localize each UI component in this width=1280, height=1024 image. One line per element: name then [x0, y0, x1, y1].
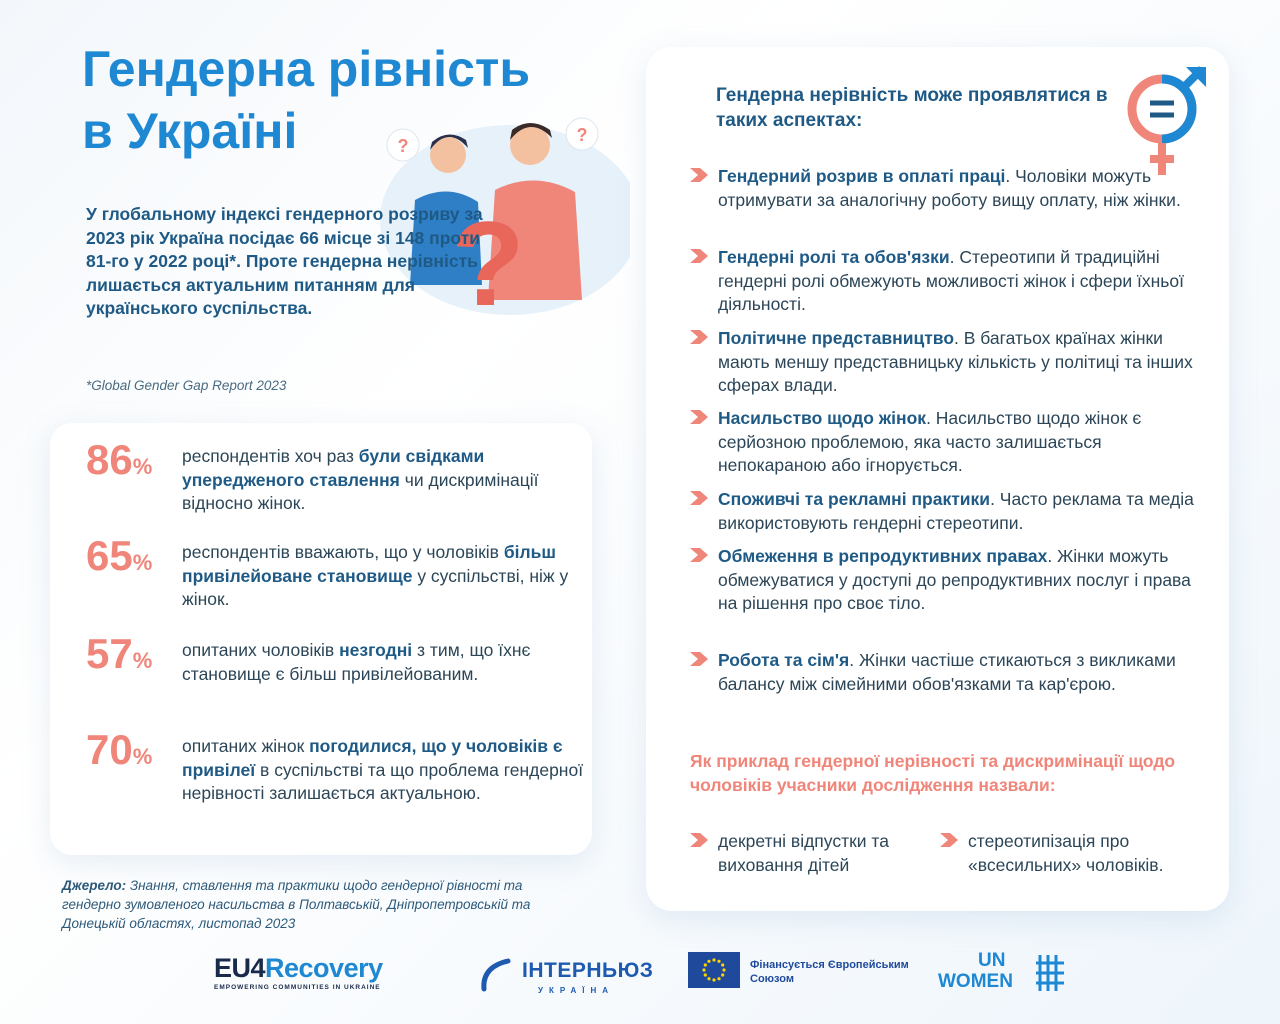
chevron-right-icon [940, 833, 958, 847]
eu-funding-logo: Фінансується Європейським Союзом [688, 952, 908, 992]
stats-card [50, 423, 592, 855]
internews-mark-icon [478, 957, 518, 993]
aspects-title: Гендерна нерівність може проявлятися в таких аспектах: [716, 85, 1108, 131]
chevron-right-icon [690, 168, 708, 182]
intro-footnote: *Global Gender Gap Report 2023 [86, 378, 287, 393]
chevron-right-icon [690, 249, 708, 263]
chevron-right-icon [690, 548, 708, 562]
chevron-right-icon [690, 491, 708, 505]
aspects-card: Гендерна нерівність може проявлятися в таких аспектах: Гендерний розрив в оплаті праці. Чоловіки можуть отримувати за аналогічну роботу вищу оплату, ніж жінки. Гендерні ролі та обов'язки. Стереотипи й традиційні гендерні ролі обмежують можливості жінок і сфери їхньої діяльності. Політичне представництво. В багатьох країнах жінки мають меншу представницьку кількість у політиці та інших сферах влади. Насильство щодо жінок. Насильство щодо жінок є серйозною проблемою, яка часто залишається непокараною або ігнорується. Споживчі та рекламні практики. Часто реклама та медіа використовують гендерні стереотипи. Обмеження в репродуктивних правах. Жінки можуть обмежуватися у доступі до репродуктивних послуг і права на рішення про своє тіло. Робота та сім'я. Жінки частіше стикаються з викликами балансу між сімейними обов'язками та кар'єрою. Як приклад гендерної нерівності та дискримінації щодо чоловіків учасники дослідження назвали: декретні відпустки та виховання дітей стереотипізація про «всесильних» чоловіків. [646, 47, 1229, 911]
stat-value: 57% [86, 630, 153, 677]
svg-text:?: ? [576, 125, 588, 145]
stat-text: респондентів вважають, що у чоловіків більш привілейоване становище у суспільстві, ніж у жінок. [182, 542, 569, 609]
svg-text:?: ? [451, 197, 525, 320]
stat-text: респондентів хоч раз були свідками упередженого ставлення чи дискримінації відносно жінок. [182, 446, 539, 513]
internews-logo: ІНТЕРНЬЮЗ УКРАЇНА [478, 953, 648, 999]
chevron-right-icon [690, 410, 708, 424]
chevron-right-icon [690, 652, 708, 666]
stat-text: опитаних чоловіків незгодні з тим, що їхнє становище є більш привілейованим. [182, 640, 531, 684]
chevron-right-icon [690, 833, 708, 847]
logos-footer [0, 945, 1280, 1005]
stat-text: опитаних жінок погодилися, що у чоловіків є привілеї в суспільстві та що проблема гендерної нерівності залишається актуальною. [182, 736, 584, 803]
stat-value: 86% [86, 436, 153, 483]
examples-title: Як приклад гендерної нерівності та дискримінації щодо чоловіків учасники дослідження назвали: [690, 751, 1176, 795]
title-line-1: Гендерна рівність [82, 41, 531, 97]
title-line-2: в Україні [82, 103, 298, 159]
eu-flag-icon [688, 952, 740, 988]
stat-value: 70% [86, 726, 153, 773]
intro-text: У глобальному індексі гендерного розриву за 2023 рік Україна посідає 66 місце зі 148 проти 81-го у 2022 році*. Проте гендерна нерівність лишається актуальним питанням для українського суспільства. [86, 204, 483, 318]
gender-equality-icon [1116, 65, 1208, 177]
stat-value: 65% [86, 532, 153, 579]
un-women-mark-icon [1036, 953, 1066, 993]
eu4recovery-logo: EU4Recovery EMPOWERING COMMUNITIES IN UKRAINE [214, 953, 383, 991]
un-women-logo: UN WOMEN [938, 951, 1078, 995]
chevron-right-icon [690, 330, 708, 344]
source-note: Джерело: Знання, ставлення та практики щодо гендерної рівності та гендерно зумовленого насильства в Полтавській, Дніпропетровській та Донецькій областях, листопад 2023 [62, 878, 531, 931]
svg-text:?: ? [397, 136, 409, 156]
